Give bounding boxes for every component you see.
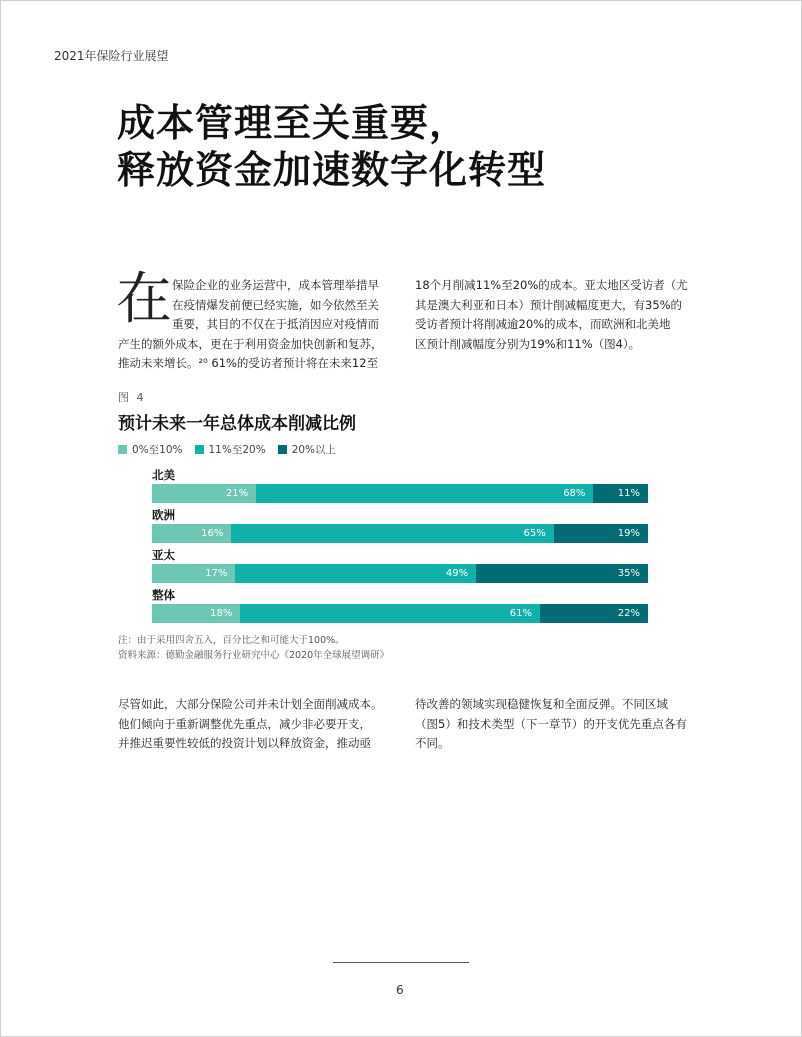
title-line-2: 释放资金加速数字化转型 [117, 148, 547, 192]
legend-swatch [278, 445, 287, 454]
data-label: 49% [445, 568, 469, 579]
bar-row [152, 484, 648, 503]
bar-segment [152, 564, 235, 583]
data-label: 65% [523, 528, 546, 539]
legend-swatch [195, 445, 204, 454]
running-header: 2021年保险行业展望 [54, 49, 169, 63]
legend-item [278, 442, 336, 457]
body-right-line: 待改善的领域实现稳健恢复和全面反弹。不同区域 [415, 697, 668, 711]
figure-label: 图 4 [118, 391, 146, 404]
bar-segment [540, 604, 648, 623]
bar-segment [152, 524, 231, 543]
page-number: 6 [396, 983, 404, 997]
body-left-line: 并推迟重要性较低的投资计划以释放资金，推动亟 [118, 736, 371, 750]
data-label: 35% [617, 568, 640, 579]
legend-item [118, 442, 183, 457]
intro-right-line: 受访者预计将削减逾20%的成本，而欧洲和北美地 [415, 317, 671, 331]
category-label: 欧洲 [152, 508, 175, 522]
category-label: 亚太 [152, 548, 175, 562]
bar-segment [231, 524, 553, 543]
legend-label: 20%以上 [291, 444, 337, 456]
intro-left-line: 推动未来增长。²⁰ 61%的受访者预计将在未来12至 [118, 356, 379, 370]
bar-segment [152, 484, 256, 503]
bar-row [152, 524, 648, 543]
bar-segment [256, 484, 593, 503]
intro-left-line: 重要，其目的不仅在于抵消因应对疫情而 [172, 317, 379, 331]
data-label: 61% [509, 608, 532, 619]
figure-notes [118, 633, 389, 663]
intro-left-column [118, 276, 383, 374]
bar-segment [554, 524, 648, 543]
category-label: 整体 [152, 588, 175, 602]
intro-right-line: 其是澳大利亚和日本）预计削减幅度更大，有35%的 [415, 297, 683, 312]
data-label: 11% [617, 488, 640, 499]
legend-swatch [118, 445, 127, 454]
bar-segment [593, 484, 648, 503]
data-label: 21% [225, 488, 249, 499]
figure-title: 预计未来一年总体成本削减比例 [118, 414, 356, 434]
chart-legend [118, 442, 336, 457]
data-label: 17% [205, 568, 228, 579]
intro-right-column [415, 276, 688, 354]
data-label: 18% [210, 608, 233, 619]
category-label: 北美 [152, 468, 175, 482]
bar-segment [240, 604, 540, 623]
body-right-line: 不同。 [415, 736, 450, 750]
bar-row [152, 564, 648, 583]
body-left-line: 尽管如此，大部分保险公司并未计划全面削减成本。 [118, 697, 383, 711]
bar-segment [476, 564, 648, 583]
data-label: 22% [617, 608, 640, 619]
intro-right-line: 18个月削减11%至20%的成本。亚太地区受访者（尤 [415, 278, 688, 292]
rounding-note: 注：由于采用四舍五入，百分比之和可能大于100%。 [118, 635, 345, 646]
body-right-column [415, 695, 687, 754]
data-label: 68% [563, 488, 586, 499]
intro-left-line: 产生的额外成本，更在于利用资金加快创新和复苏， [118, 336, 383, 351]
data-label: 19% [617, 528, 640, 539]
bar-segment [235, 564, 476, 583]
intro-left-line: 保险企业的业务运营中，成本管理举措早 [172, 278, 379, 292]
footer-rule [333, 962, 469, 963]
legend-label: 0%至10% [132, 444, 183, 456]
intro-right-line: 区预计削减幅度分别为19%和11%（图4）。 [415, 336, 641, 351]
body-right-line: （图5）和技术类型（下一章节）的开支优先重点各有 [415, 716, 687, 731]
body-left-column [118, 695, 383, 754]
legend-label: 11%至20% [208, 444, 266, 456]
title-line-1: 成本管理至关重要， [117, 101, 469, 145]
bar-row [152, 604, 648, 623]
drop-cap: 在 [116, 267, 172, 332]
page-title [117, 100, 546, 194]
body-left-line: 他们倾向于重新调整优先重点，减少非必要开支， [118, 716, 371, 731]
data-label: 16% [201, 528, 224, 539]
bar-segment [152, 604, 240, 623]
source-note: 资料来源：德勤金融服务行业研究中心《2020年全球展望调研》 [118, 650, 390, 661]
intro-left-line: 在疫情爆发前便已经实施，如今依然至关 [172, 297, 379, 312]
stacked-bar-chart [152, 466, 648, 626]
legend-item [195, 442, 266, 457]
